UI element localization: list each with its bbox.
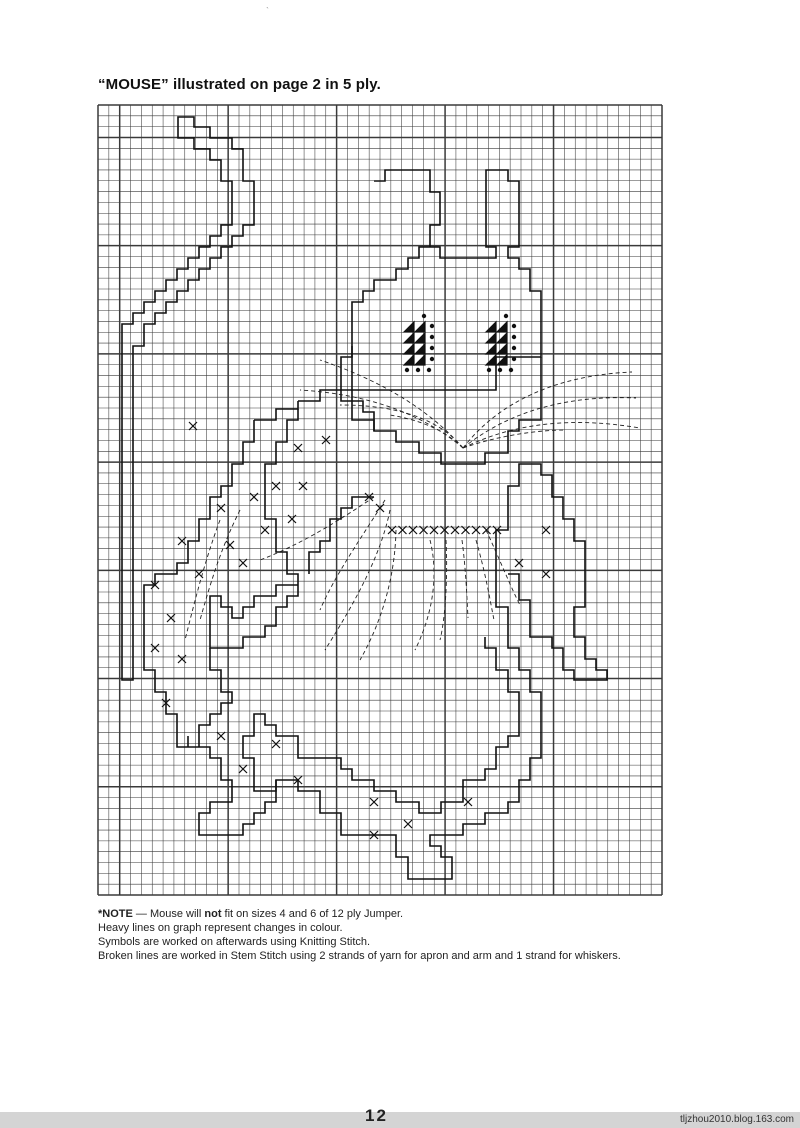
broken-line — [462, 540, 468, 618]
note-line-1 — [98, 907, 778, 921]
mouse-arm — [210, 409, 374, 648]
eye-dot — [427, 368, 430, 371]
mouse-head — [341, 170, 541, 390]
chart-grid — [98, 105, 662, 895]
mouse-face — [352, 346, 541, 464]
page-number: 12 — [365, 1106, 388, 1125]
mouse-body — [144, 390, 607, 879]
x-symbol — [272, 740, 280, 748]
x-symbol — [239, 765, 247, 773]
mouse-tail — [122, 117, 254, 680]
x-symbol — [370, 798, 378, 806]
eye-dot — [504, 314, 507, 317]
x-symbol — [195, 570, 203, 578]
note-line-2: Heavy lines on graph represent changes in colour. — [98, 922, 343, 934]
knitting-stitch-symbols — [151, 314, 550, 839]
x-symbol — [272, 482, 280, 490]
scan-speck: ` — [266, 6, 269, 16]
note-line-1-bold: not — [204, 908, 222, 920]
broken-line — [260, 497, 374, 560]
mouse-outline — [122, 117, 607, 879]
eye-dot — [512, 346, 515, 349]
x-symbol — [239, 559, 247, 567]
eye-triangle — [486, 344, 496, 354]
eye-triangle — [404, 344, 414, 354]
page-title: “MOUSE” illustrated on page 2 in 5 ply. — [98, 76, 381, 93]
eye-dot — [512, 324, 515, 327]
notes-block — [98, 907, 778, 963]
note-line-1-pre: — Mouse will — [132, 908, 205, 920]
x-symbol — [250, 493, 258, 501]
x-symbol — [294, 444, 302, 452]
x-symbol — [542, 570, 550, 578]
broken-line — [463, 423, 640, 448]
eye-dot — [430, 357, 433, 360]
eye-dot — [430, 346, 433, 349]
eye-dot — [512, 357, 515, 360]
note-line-4: Broken lines are worked in Stem Stitch using 2 strands of yarn for apron and arm and 1 strand for whiskers. — [98, 950, 621, 962]
eye-triangle — [486, 355, 496, 365]
eye-dot — [430, 335, 433, 338]
x-symbol — [515, 559, 523, 567]
eye-dot — [512, 335, 515, 338]
eye-dot — [422, 314, 425, 317]
broken-line — [476, 540, 494, 620]
broken-line — [415, 540, 434, 650]
broken-line — [463, 430, 565, 448]
note-line-3: Symbols are worked on afterwards using Knitting Stitch. — [98, 936, 371, 948]
eye-dot — [430, 324, 433, 327]
eye-dot — [498, 368, 501, 371]
broken-line — [486, 530, 520, 605]
broken-line — [390, 415, 463, 448]
watermark: tljzhou2010.blog.163.com — [680, 1114, 794, 1125]
note-prefix: *NOTE — [98, 908, 133, 920]
x-symbol — [217, 732, 225, 740]
eye-triangle — [415, 322, 425, 332]
eye-triangle — [404, 322, 414, 332]
eye-triangle — [497, 322, 507, 332]
x-symbol — [464, 798, 472, 806]
eye-triangle — [486, 333, 496, 343]
note-line-1-post: fit on sizes 4 and 6 of 12 ply Jumper. — [221, 908, 404, 920]
eye-dot — [509, 368, 512, 371]
eye-triangle — [497, 344, 507, 354]
eye-triangle — [415, 333, 425, 343]
eye-triangle — [404, 333, 414, 343]
eye-dot — [405, 368, 408, 371]
eye-dot — [416, 368, 419, 371]
x-symbol — [299, 482, 307, 490]
eye-triangle — [404, 355, 414, 365]
broken-line — [200, 510, 240, 620]
eye-triangle — [497, 333, 507, 343]
x-symbol — [226, 541, 234, 549]
eye-triangle — [415, 355, 425, 365]
eye-triangle — [486, 322, 496, 332]
x-symbol — [404, 820, 412, 828]
eye-dot — [487, 368, 490, 371]
eye-triangle — [415, 344, 425, 354]
